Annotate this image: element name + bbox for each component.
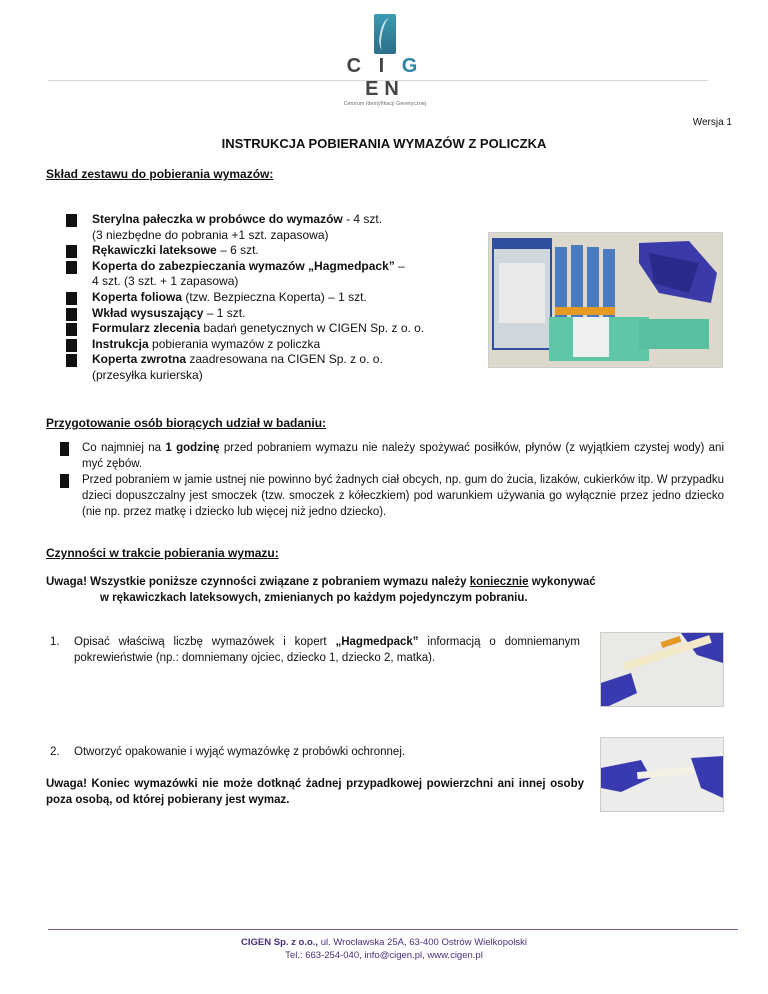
step-bold: „Hagmedpack” [335, 636, 419, 648]
bullet-square-icon [66, 354, 77, 367]
warning-text-line2: w rękawiczkach lateksowych, zmienianych po każdym pojedynczym pobraniu. [100, 592, 528, 604]
kit-item-detail: - 4 szt. [342, 212, 383, 226]
bullet-square-icon [66, 292, 77, 305]
step-2-photo [600, 737, 724, 812]
kit-list-item [66, 212, 476, 243]
version-label: Wersja 1 [692, 117, 732, 128]
kit-photo-graphic [489, 233, 722, 367]
procedure-heading: Czynności w trakcie pobierania wymazu: [46, 546, 279, 560]
kit-list-item [66, 321, 476, 337]
company-logo [330, 14, 440, 107]
logo-subtitle: Centrum Identyfikacji Genetycznej [343, 101, 427, 107]
dna-icon [374, 14, 396, 54]
kit-item-detail: – 6 szt. [216, 243, 259, 258]
kit-item-name: Koperta foliowa [92, 289, 183, 304]
kit-list-item [66, 290, 476, 306]
step-1-photo-graphic [601, 633, 723, 706]
kit-item-name: Sterylna pałeczka w probówce do wymazów [92, 212, 343, 226]
header-divider [48, 80, 708, 81]
kit-item-detail: badań genetycznych w CIGEN Sp. z o. o. [200, 321, 425, 336]
footer-address: ul. Wrocławska 25A, 63-400 Ostrów Wielkopolski [318, 937, 527, 948]
kit-item-note: 4 szt. (3 szt. + 1 zapasowa) [92, 274, 239, 289]
step-text: informacją o domniemanym pokrewieństwie (np.: domniemany ojciec, dziecko 1, dziecko 2, matka). [74, 636, 580, 664]
step-1-text [74, 634, 580, 666]
bullet-square-icon [66, 323, 77, 336]
bullet-square-icon [66, 339, 77, 352]
preparation-item [60, 472, 724, 520]
prep-bold: 1 godzinę [165, 442, 220, 454]
warning-gloves [46, 574, 722, 606]
kit-item-detail: zaadresowana na CIGEN Sp. z o. o. [186, 352, 383, 367]
kit-item-name: Rękawiczki lateksowe [92, 243, 217, 258]
warning-emphasis: koniecznie [469, 576, 529, 588]
kit-list-item [66, 259, 476, 290]
preparation-item [60, 440, 724, 472]
kit-list [66, 212, 476, 384]
warning-swab-tip: Uwaga! Koniec wymazówki nie może dotknąć żadnej przypadkowej powierzchni ani innej osoby poza osobą, od której pobierany jest wymaz. [46, 778, 584, 806]
kit-list-item [66, 337, 476, 353]
kit-item-detail: – [394, 258, 405, 273]
footer-company: CIGEN Sp. z o.o., [241, 937, 319, 948]
kit-list-item [66, 306, 476, 322]
step-1-photo [600, 632, 724, 707]
kit-item-note: (przesyłka kurierska) [92, 367, 203, 382]
footer [0, 936, 768, 962]
kit-item-detail: – 1 szt. [203, 305, 246, 320]
kit-photo [488, 232, 723, 368]
warning-text: Uwaga! Wszystkie poniższe czynności związane z pobraniem wymazu należy [46, 576, 470, 588]
bullet-square-icon [66, 308, 77, 321]
step-text: Opisać właściwą liczbę wymazówek i kopert [74, 636, 336, 648]
bullet-square-icon [60, 442, 69, 456]
kit-contents-heading: Skład zestawu do pobierania wymazów: [46, 167, 274, 181]
warning-text: wykonywać [528, 576, 596, 588]
step-2-text: Otworzyć opakowanie i wyjąć wymazówkę z probówki ochronnej. [74, 746, 406, 758]
step-2-photo-graphic [601, 738, 723, 811]
bullet-square-icon [66, 214, 77, 227]
prep-text: Co najmniej na [82, 442, 166, 454]
kit-item-detail: pobierania wymazów z policzka [148, 336, 321, 351]
prep-text: Przed pobraniem w jamie ustnej nie powinno być żadnych ciał obcych, np. gum do żucia, lizaków, cukierków itp. W przypadku dzieci dopuszczalny jest smoczek (tzw. smoczek z kółeczkiem) pod warunkiem używania go wyłącznie przez jedno dziecko (nie np. przez matkę i dziecko lub więcej niż jedno dziecko). [82, 474, 724, 518]
kit-item-name: Koperta zwrotna [92, 352, 187, 367]
kit-item-name: Wkład wysuszający [92, 305, 204, 320]
kit-list-item [66, 243, 476, 259]
kit-item-name: Koperta do zabezpieczania wymazów „Hagmedpack” [92, 258, 395, 273]
preparation-heading: Przygotowanie osób biorących udział w badaniu: [46, 416, 327, 430]
bullet-square-icon [66, 245, 77, 258]
preparation-text [60, 440, 724, 520]
kit-item-note: (3 niezbędne do pobrania +1 szt. zapasowa) [92, 227, 329, 242]
bullet-square-icon [66, 261, 77, 274]
kit-item-detail: (tzw. Bezpieczna Koperta) – 1 szt. [182, 289, 367, 304]
step-1-number: 1. [50, 636, 60, 648]
footer-address-line [0, 936, 768, 949]
logo-text: C I G EN [346, 55, 424, 100]
prep-text: przed pobraniem wymazu nie należy spożywać posiłków, płynów (z wyjątkiem czystej wody) ani myć zębów. [82, 442, 725, 470]
page-title: INSTRUKCJA POBIERANIA WYMAZÓW Z POLICZKA [221, 136, 547, 151]
kit-item-name: Instrukcja [92, 336, 149, 351]
footer-contact: Tel.: 663-254-040, info@cigen.pl, www.cigen.pl [285, 950, 483, 961]
bullet-square-icon [60, 474, 69, 488]
kit-list-item [66, 352, 476, 383]
step-2-number: 2. [50, 746, 60, 758]
kit-item-name: Formularz zlecenia [92, 321, 201, 336]
footer-divider [48, 929, 738, 930]
